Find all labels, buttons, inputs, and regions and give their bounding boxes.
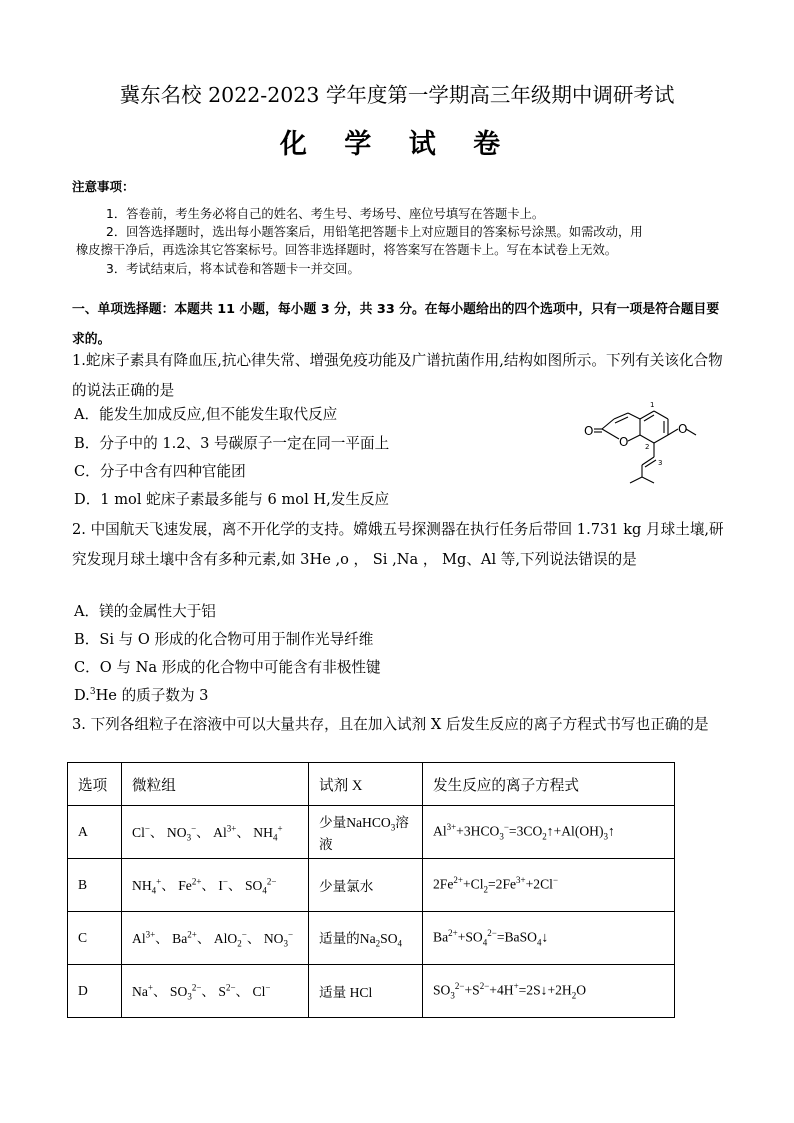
ionic-equation: $Al^{3+}+3HCO_3^-=3CO_2↑+Al(OH)_3↑$ [423, 806, 675, 859]
methoxy-oxygen-label: O [678, 422, 688, 436]
particle-group: Cl−、 $NO_3^-$、 $Al^{3+}$、 $NH_4^+$ [122, 806, 309, 859]
question-2-option-a: A．镁的金属性大于铝 [74, 603, 216, 620]
table-header-row [68, 763, 675, 806]
header-equation: 发生反应的离子方程式 [423, 763, 675, 806]
question-3-stem: 3. 下列各组粒子在溶液中可以大量共存，且在加入试剂 X 后发生反应的离子方程式书写也正确的是 [72, 716, 709, 733]
exam-title: 冀东名校 2022-2023 学年度第一学期高三年级期中调研考试 [119, 83, 675, 107]
particle-group: $NH_4^+$、 $Fe^{2+}$、 I−、 $SO_4^{2-}$ [122, 859, 309, 912]
carbon-1-label: 1 [650, 401, 655, 409]
table-row [68, 965, 675, 1018]
particle-group: Na+、 $SO_3^{2-}$、 $S^{2-}$、 Cl− [122, 965, 309, 1018]
question-1-option-c: C．分子中含有四种官能团 [74, 463, 246, 480]
note-item-3: 3．考试结束后，将本试卷和答题卡一并交回。 [106, 262, 360, 276]
section-heading: 一、单项选择题：本题共 11 小题，每小题 3 分，共 33 分。在每小题给出的四个选项中，只有一项是符合题目要求的。 [72, 302, 720, 347]
exam-subtitle: 化 学 试 卷 [279, 129, 515, 160]
question-1-option-d: D．1 mol 蛇床子素最多能与 6 mol H,发生反应 [74, 491, 390, 508]
question-1-option-a: A．能发生加成反应,但不能发生取代反应 [74, 406, 338, 423]
note-item-2: 2．回答选择题时，选出每小题答案后，用铅笔把答题卡上对应题目的答案标号涂黑。如需改动，用 [106, 225, 643, 239]
ionic-equation: $2Fe^{2+}+Cl_2=2Fe^{3+}+2Cl^-$ [423, 859, 675, 912]
ionic-equation: $Ba^{2+}+SO_4^{2-}=BaSO_4↓$ [423, 912, 675, 965]
row-option: D [68, 965, 122, 1018]
ring-oxygen-label: O [619, 435, 629, 449]
question-2-stem: 2. 中国航天飞速发展，离不开化学的支持。嫦娥五号探测器在执行任务后带回 1.731 kg 月球土壤,研究发现月球土壤中含有多种元素,如 3He ,o ， Si ,Na ， Mg、Al 等,下列说法错误的是 [72, 521, 724, 568]
question-2-option-b: B．Si 与 O 形成的化合物可用于制作光导纤维 [74, 631, 374, 648]
question-1-option-b: B．分子中的 1.2、3 号碳原子一定在同一平面上 [74, 435, 390, 452]
note-item-2-cont: 橡皮擦干净后，再选涂其它答案标号。回答非选择题时，将答案写在答题卡上。写在本试卷上无效。 [76, 243, 618, 257]
table-row [68, 806, 675, 859]
header-particles: 微粒组 [122, 763, 309, 806]
reagent-x: 适量的$Na_2SO_4$ [309, 912, 423, 965]
question-2-option-c: C．O 与 Na 形成的化合物中可能含有非极性键 [74, 659, 381, 676]
row-option: B [68, 859, 122, 912]
carbon-3-label: 3 [658, 459, 663, 467]
header-reagent: 试剂 X [309, 763, 423, 806]
reagent-x: 适量 HCl [309, 965, 423, 1018]
carbonyl-oxygen-label: O [584, 424, 594, 438]
question-2-option-d: D.$^3$He 的质子数为 3 [74, 687, 209, 704]
question-1-stem: 1.蛇床子素具有降血压,抗心律失常、增强免疫功能及广谱抗菌作用,结构如图所示。下列有关该化合物的说法正确的是 [72, 352, 723, 399]
reagent-x: 少量NaHCO$_3$溶液 [309, 806, 423, 859]
note-item-1: 1．答卷前，考生务必将自己的姓名、考生号、考场号、座位号填写在答题卡上。 [106, 207, 545, 221]
particle-group: $Al^{3+}$、 $Ba^{2+}$、 AlO$_2$−、 $NO_3^-$ [122, 912, 309, 965]
carbon-2-label: 2 [645, 443, 650, 451]
osthole-structure-figure [584, 385, 704, 485]
table-row [68, 912, 675, 965]
row-option: A [68, 806, 122, 859]
header-option: 选项 [68, 763, 122, 806]
row-option: C [68, 912, 122, 965]
notes-heading: 注意事项： [72, 179, 135, 194]
question-3-table [67, 762, 675, 1018]
ionic-equation: $SO_3^{2-}+S^{2-}+4H^+=2S↓+2H_2O$ [423, 965, 675, 1018]
reagent-x: 少量氯水 [309, 859, 423, 912]
table-row [68, 859, 675, 912]
